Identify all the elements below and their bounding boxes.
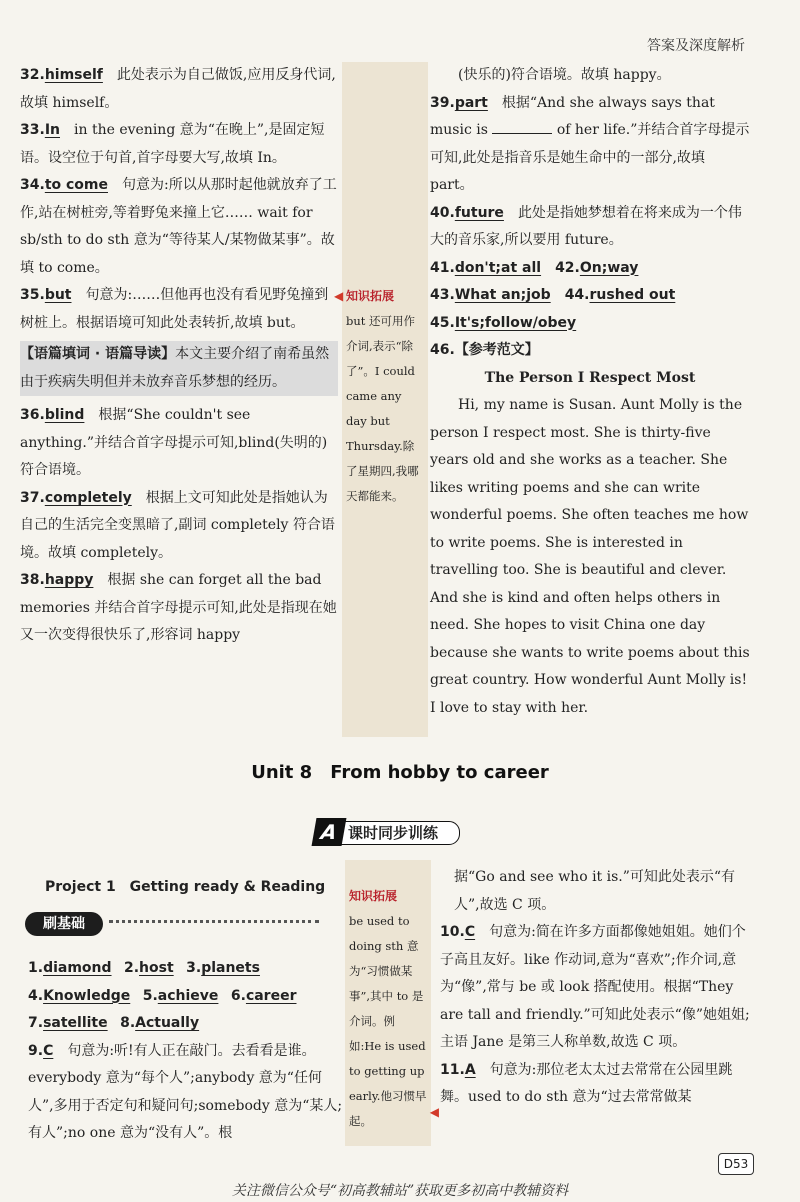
answer-row-1-3: 1.diamond 2.host 3.planets [28, 960, 260, 976]
banner-letter: A [312, 818, 347, 846]
answer-item-11: 11.A 句意为:那位老太太过去常常在公园里跳舞。used to do sth 意为“过去常常做某 [440, 1061, 733, 1105]
answer-row-4-6: 4.Knowledge 5.achieve 6.career [28, 987, 297, 1004]
footer-note: 关注微信公众号“初高教辅站”获取更多初高中教辅资料 [231, 1183, 569, 1199]
basics-heading [25, 912, 325, 936]
answer-item-36: 36.blind 根据“She couldn't see anything.”并结合首字母提示可知,blind(失明的)符合语境。 [20, 407, 328, 478]
answer-continuation-2: 据“Go and see who it is.”可知此处表示“有人”,故选 C 项。 [454, 869, 736, 913]
side-note-1 [334, 62, 428, 737]
left-column [20, 62, 338, 650]
banner-text: 课时同步训练 [348, 824, 439, 842]
guide-paragraph: 【语篇填词 · 语篇导读】本文主要介绍了南希虽然由于疾病失明但并未放弃音乐梦想的经历。 [20, 341, 338, 396]
arrow-icon: ◀ [334, 289, 344, 303]
side-note-text: but 还可用作介词,表示“除了”。I could came any day but Thursday.除了星期四,我哪天都能来。 [346, 314, 419, 503]
answer-item-35: 35.but 句意为:……但他再也没有看见野兔撞到树桩上。根据语境可知此处表转折,故填 but。 [20, 287, 329, 331]
answer-row-45: 45.It's;follow/obey [430, 314, 577, 331]
answer-item-40: 40.future 此处是指她梦想着在将来成为一个伟大的音乐家,所以要用 future。 [430, 204, 742, 248]
answer-item-33: 33.In in the evening 意为“在晚上”,是固定短语。设空位于句首,首字母要大写,故填 In。 [20, 122, 325, 166]
arrow-icon-2: ◀ [429, 1105, 439, 1119]
blank-line [492, 121, 552, 134]
right-column [430, 62, 750, 722]
side-note-tag-2: 知识拓展 [349, 889, 398, 903]
header-section: 答案及深度解析 [647, 38, 745, 54]
answer-row-46: 46.【参考范文】 [430, 342, 539, 358]
dotted-divider [109, 920, 319, 923]
essay-body: Hi, my name is Susan. Aunt Molly is the person I respect most. She is thirty-five years old and she works as a teacher. She likes writing poems and she can write wonderful poems. She often teaches me how to write poems. She is interested in travelling too. She is beautiful and clever. And she is kind and often helps others in need. She hopes to visit China one day because she wants to write poems about this great country. How wonderful Aunt Molly is! I love to stay with her. [430, 397, 750, 716]
basics-badge: 刷基础 [25, 912, 103, 936]
section-banner [314, 818, 464, 848]
bottom-right-column [440, 864, 756, 1112]
unit-title: Unit 8 From hobby to career [251, 762, 549, 783]
answer-item-37: 37.completely 根据上文可知此处是指她认为自己的生活完全变黑暗了,副词 completely 符合语境。故填 completely。 [20, 489, 335, 561]
answer-item-9: 9.C 句意为:听!有人正在敲门。去看看是谁。everybody 意为“每个人”;anybody 意为“任何人”,多用于否定句和疑问句;somebody 意为“某人;有人”;no one 意为“没有人”。根 [28, 1042, 343, 1141]
answer-row-41-42: 41.don't;at all 42.On;way [430, 259, 639, 276]
answer-item-38: 38.happy 根据 she can forget all the bad memories 并结合首字母提示可知,此处是指现在她又一次变得很快乐了,形容词 happy [20, 572, 337, 643]
answer-row-43-44: 43.What an;job 44.rushed out [430, 287, 676, 303]
answer-item-10: 10.C 句意为:简在许多方面都像她姐姐。她们个子高且友好。like 作动词,意为“喜欢”;作介词,意为“像”,常与 be 或 look 搭配使用。根据“They are tall and friendly.”可知此处表示“像”她姐姐;主语 Jane 是第三人称单数,故选 C 项。 [440, 924, 750, 1050]
side-note-2 [345, 860, 439, 1146]
answer-item-39: 39.part 根据“And she always says that music is of her life.”并结合首字母提示可知,此处是指音乐是她生命中的一部分,故填 part。 [430, 94, 750, 193]
answer-item-32: 32.himself 此处表示为自己做饭,应用反身代词,故填 himself。 [20, 67, 336, 111]
project-title: Project 1 Getting ready & Reading [45, 879, 326, 895]
bottom-left-column [28, 955, 344, 1148]
answer-row-7-8: 7.satellite 8.Actually [28, 1015, 200, 1031]
essay-title: The Person I Respect Most [484, 369, 696, 386]
answer-item-34: 34.to come 句意为:所以从那时起他就放弃了工作,站在树桩旁,等着野兔来撞上它…… wait for sb/sth to do sth 意为“等待某人/某物做某事”。故填 to come。 [20, 177, 337, 276]
page-number: D53 [718, 1153, 754, 1175]
side-note-tag: 知识拓展 [346, 289, 395, 303]
side-note-text-2: be used to doing sth 意为“习惯做某事”,其中 to 是介词。例如:He is used to getting up early.他习惯早起。 [349, 914, 427, 1128]
answer-continuation: (快乐的)符合语境。故填 happy。 [458, 67, 671, 83]
